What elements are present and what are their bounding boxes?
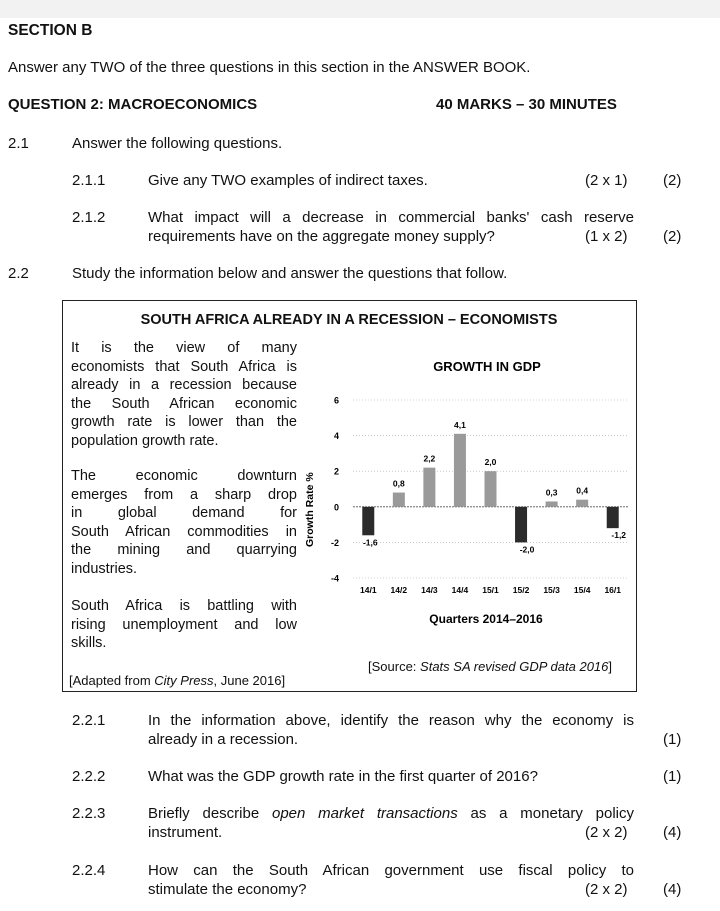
x-tick-label: 14/3 [421, 585, 438, 595]
question-title: QUESTION 2: MACROECONOMICS [8, 96, 258, 113]
value-label: -1,6 [362, 537, 378, 548]
q2-2-number: 2.2 [8, 265, 29, 282]
q2-1-2-number: 2.1.2 [72, 209, 106, 226]
x-tick-label: 14/1 [360, 585, 377, 595]
value-label: -2,0 [519, 544, 535, 555]
para2-line: industries. [71, 560, 138, 577]
value-label: 4,1 [454, 419, 466, 430]
q2-2-2-marks: (1) [663, 768, 682, 785]
x-tick-label: 15/2 [512, 585, 530, 595]
y-tick-label: -4 [330, 573, 339, 584]
para2-line: in global demand for [71, 505, 297, 522]
x-axis-label: Quarters 2014–2016 [429, 612, 543, 626]
q2-2-1-line2: already in a recession. [148, 731, 299, 748]
y-tick-label: 2 [333, 466, 339, 477]
bar-14-3 [423, 468, 435, 507]
q2-2-1-marks: (1) [663, 731, 682, 748]
para3-line: rising unemployment and low [71, 616, 297, 633]
q2-2-3-line2: instrument. [148, 824, 223, 841]
q2-1-number: 2.1 [8, 135, 29, 152]
y-tick-label: -2 [330, 537, 339, 548]
para2-line: the mining and quarrying [71, 542, 297, 559]
y-axis-label: Growth Rate % [304, 472, 316, 547]
para1-line: the South African economic [71, 395, 297, 412]
q2-1-text: Answer the following questions. [72, 135, 283, 152]
value-label: -1,2 [611, 530, 627, 541]
q2-1-2-line2: requirements have on the aggregate money supply? [148, 228, 495, 245]
q2-1-1-text: Give any TWO examples of indirect taxes. [148, 172, 428, 189]
q2-2-3-marks: (4) [663, 824, 682, 841]
bar-14-4 [454, 434, 466, 507]
bar-14-1 [362, 507, 374, 535]
q2-1-1-number: 2.1.1 [72, 172, 106, 189]
para2-line: The economic downturn [71, 468, 297, 484]
bar-15-1 [485, 471, 497, 507]
para1-line: economists that South Africa is [71, 358, 297, 375]
question-marks: 40 MARKS – 30 MINUTES [436, 96, 617, 113]
q2-1-2-alloc: (1 x 2) [585, 228, 628, 245]
q2-2-4-number: 2.2.4 [72, 862, 106, 879]
q2-2-3-alloc: (2 x 2) [585, 824, 628, 841]
x-tick-label: 14/4 [451, 585, 469, 595]
q2-2-3-line1: Briefly describe open market transactions as a monetary policy [148, 805, 634, 822]
para3-line: South Africa is battling with [71, 598, 297, 614]
q2-2-4-line2: stimulate the economy? [148, 881, 307, 898]
x-tick-label: 14/2 [390, 585, 408, 595]
q2-2-2-text: What was the GDP growth rate in the first quarter of 2016? [148, 768, 538, 785]
bar-16-1 [607, 507, 619, 528]
x-tick-label: 15/3 [543, 585, 560, 595]
para1-line: It is the view of many [71, 340, 297, 356]
para2-line: South African commodities in [71, 523, 297, 540]
q2-2-1-number: 2.2.1 [72, 712, 106, 729]
para1-line: already in a recession because [71, 377, 297, 394]
x-tick-label: 16/1 [604, 585, 621, 595]
extract-box [62, 300, 637, 692]
source-left: [Adapted from City Press, June 2016] [69, 673, 286, 688]
q2-1-2-line1: What impact will a decrease in commercial banks' cash reserve [148, 209, 634, 226]
bar-14-2 [393, 493, 405, 507]
para1-line: growth rate is lower than the [71, 414, 297, 431]
q2-2-2-number: 2.2.2 [72, 768, 106, 785]
q2-1-1-alloc: (2 x 1) [585, 172, 628, 189]
bar-15-4 [576, 500, 588, 507]
q2-2-3-number: 2.2.3 [72, 805, 106, 822]
q2-1-2-marks: (2) [663, 228, 682, 245]
para3-line: skills. [71, 635, 107, 652]
section-title: SECTION B [8, 22, 93, 39]
top-strip [0, 0, 720, 18]
q2-2-4-alloc: (2 x 2) [585, 881, 628, 898]
source-right: [Source: Stats SA revised GDP data 2016] [368, 659, 613, 674]
y-tick-label: 0 [333, 502, 339, 513]
para1-line: population growth rate. [71, 432, 219, 449]
q2-2-4-line1: How can the South African government use fiscal policy to [148, 862, 634, 879]
bar-15-2 [515, 507, 527, 543]
value-label: 0,4 [576, 485, 589, 496]
q2-2-4-marks: (4) [663, 881, 682, 898]
y-tick-label: 4 [333, 431, 339, 442]
value-label: 2,2 [423, 453, 436, 464]
q2-2-text: Study the information below and answer the questions that follow. [72, 265, 508, 282]
x-tick-label: 15/4 [573, 585, 591, 595]
y-tick-label: 6 [333, 395, 339, 406]
q2-2-1-line1: In the information above, identify the reason why the economy is [148, 712, 634, 729]
extract-title: SOUTH AFRICA ALREADY IN A RECESSION – ECONOMISTS [140, 312, 558, 328]
chart-title: GROWTH IN GDP [433, 359, 541, 374]
q2-1-1-marks: (2) [663, 172, 682, 189]
instructions: Answer any TWO of the three questions in this section in the ANSWER BOOK. [8, 59, 531, 76]
x-tick-label: 15/1 [482, 585, 499, 595]
value-label: 0,8 [392, 478, 405, 489]
extract-paragraph-2 [71, 467, 297, 579]
extract-paragraph-1 [71, 339, 297, 451]
gdp-chart [303, 349, 633, 639]
value-label: 2,0 [484, 457, 497, 468]
value-label: 0,3 [545, 487, 558, 498]
para2-line: emerges from a sharp drop [71, 486, 297, 503]
extract-paragraph-3 [71, 597, 297, 653]
bar-15-3 [546, 501, 558, 506]
